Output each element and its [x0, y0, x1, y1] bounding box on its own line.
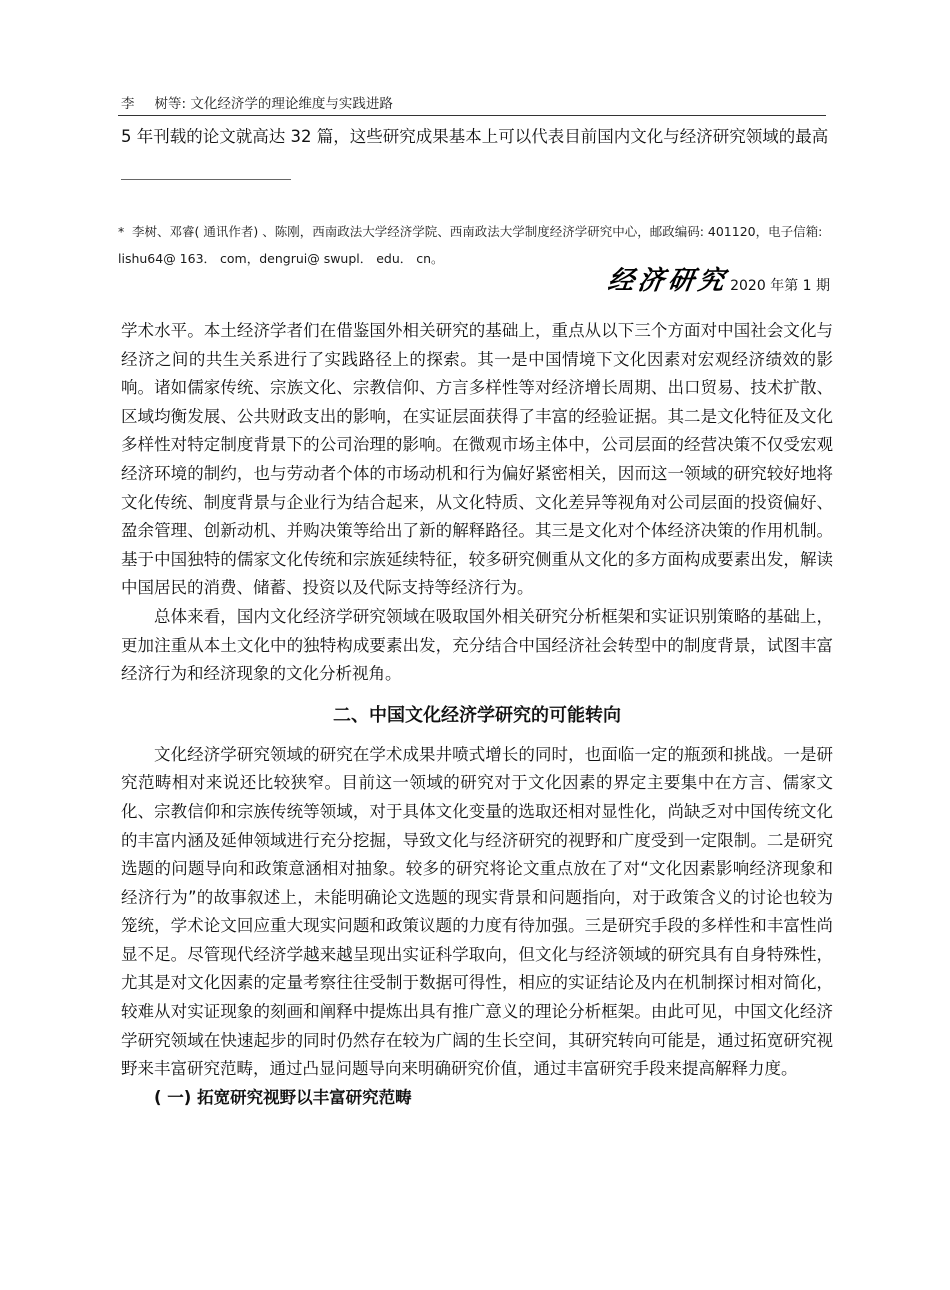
- author-footnote: [118, 218, 838, 272]
- journal-mark: [605, 266, 830, 296]
- body-paragraph: 文化经济学研究领域的研究在学术成果井喷式增长的同时，也面临一定的瓶颈和挑战。一是研究范畴相对来说还比较狭窄。目前这一领域的研究对于文化因素的界定主要集中在方言、儒家文化、宗教信仰和宗族传统等领域，对于具体文化变量的选取还相对显性化，尚缺乏对中国传统文化的丰富内涵及延伸领域进行充分挖掘，导致文化与经济研究的视野和广度受到一定限制。二是研究选题的问题导向和政策意涵相对抽象。较多的研究将论文重点放在了对“文化因素影响经济现象和经济行为”的故事叙述上，未能明确论文选题的现实背景和问题指向，对于政策含义的讨论也较为笼统，学术论文回应重大现实问题和政策议题的力度有待加强。三是研究手段的多样性和丰富性尚显不足。尽管现代经济学越来越呈现出实证科学取向，但文化与经济领域的研究具有自身特殊性，尤其是对文化因素的定量考察往往受制于数据可得性，相应的实证结论及内在机制探讨相对简化，较难从对实证现象的刻画和阐释中提炼出具有推广意义的理论分析框架。由此可见，中国文化经济学研究领域在快速起步的同时仍然存在较为广阔的生长空间，其研究转向可能是，通过拓宽研究视野来丰富研究范畴，通过凸显问题导向来明确研究价值，通过丰富研究手段来提高解释力度。: [121, 744, 833, 1079]
- footnote-rule: [121, 179, 291, 180]
- carryover-paragraph: 5 年刊载的论文就高达 32 篇，这些研究成果基本上可以代表目前国内文化与经济研究领域的最高: [121, 127, 829, 146]
- subsection-heading: ( 一) 拓宽研究视野以丰富研究范畴: [154, 1087, 412, 1107]
- running-header: [121, 92, 393, 112]
- body-text: [121, 317, 833, 1112]
- section-heading: 二、中国文化经济学研究的可能转向: [333, 704, 621, 726]
- footnote-marker: *: [118, 224, 125, 239]
- journal-logo-calligraphy: 经济研究: [605, 266, 731, 296]
- journal-issue: 2020 年第 1 期: [730, 278, 830, 294]
- footnote-text: 李树、邓睿( 通讯作者) 、陈刚，西南政法大学经济学院、西南政法大学制度经济学研究中心，邮政编码: 401120，电子信箱: lishu64@ 163． com，dengrui@ swupl． edu． cn。: [118, 224, 823, 266]
- header-rule: [118, 115, 826, 116]
- running-header-title: 树等: 文化经济学的理论维度与实践进路: [154, 96, 393, 112]
- running-header-author: 李: [121, 96, 135, 112]
- body-paragraph: 总体来看，国内文化经济学研究领域在吸取国外相关研究分析框架和实证识别策略的基础上，更加注重从本土文化中的独特构成要素出发，充分结合中国经济社会转型中的制度背景，试图丰富经济行为和经济现象的文化分析视角。: [121, 606, 833, 684]
- body-paragraph: 学术水平。本土经济学者们在借鉴国外相关研究的基础上，重点从以下三个方面对中国社会文化与经济之间的共生关系进行了实践路径上的探索。其一是中国情境下文化因素对宏观经济绩效的影响。诸如儒家传统、宗族文化、宗教信仰、方言多样性等对经济增长周期、出口贸易、技术扩散、区域均衡发展、公共财政支出的影响，在实证层面获得了丰富的经验证据。其二是文化特征及文化多样性对特定制度背景下的公司治理的影响。在微观市场主体中，公司层面的经营决策不仅受宏观经济环境的制约，也与劳动者个体的市场动机和行为偏好紧密相关，因而这一领域的研究较好地将文化传统、制度背景与企业行为结合起来，从文化特质、文化差异等视角对公司层面的投资偏好、盈余管理、创新动机、并购决策等给出了新的解释路径。其三是文化对个体经济决策的作用机制。基于中国独特的儒家文化传统和宗族延续特征，较多研究侧重从文化的多方面构成要素出发，解读中国居民的消费、储蓄、投资以及代际支持等经济行为。: [121, 321, 833, 598]
